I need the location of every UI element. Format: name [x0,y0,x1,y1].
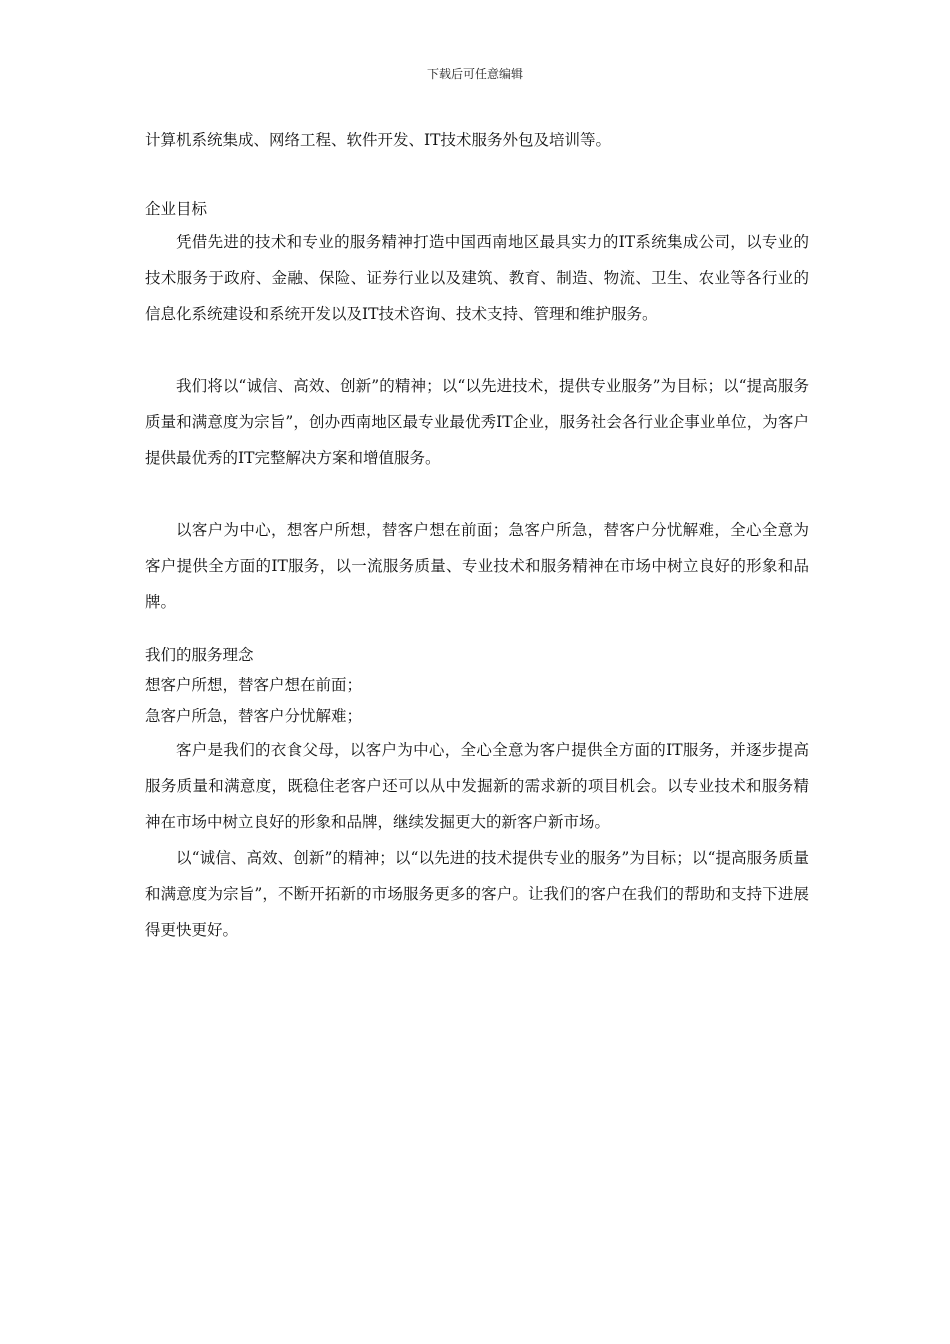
intro-tail-paragraph: 计算机系统集成、网络工程、软件开发、IT技术服务外包及培训等。 [145,131,611,149]
page-header: 下载后可任意编辑 [426,67,523,81]
section-gap [145,476,809,512]
goal-heading: 企业目标 [145,200,208,218]
mission-paragraph: 我们将以“诚信、高效、创新”的精神；以“以先进技术，提供专业服务”为目标；以“提高服务质量和满意度为宗旨”，创办西南地区最专业最优秀IT企业，服务社会各行业企事业单位，为客户提供最优秀的IT完整解决方案和增值服务。 [145,377,809,467]
goal-paragraph: 凭借先进的技术和专业的服务精神打造中国西南地区最具实力的IT系统集成公司，以专业的技术服务于政府、金融、保险、证券行业以及建筑、教育、制造、物流、卫生、农业等各行业的信息化系统建设和系统开发以及IT技术咨询、技术支持、管理和维护服务。 [145,233,809,323]
philosophy-line-1: 想客户所想，替客户想在前面； [145,676,363,694]
section-gap [145,332,809,368]
philosophy-line-2: 急客户所急，替客户分忧解难； [145,707,363,725]
philosophy-paragraph-2: 以“诚信、高效、创新”的精神；以“以先进的技术提供专业的服务”为目标；以“提高服务质量和满意度为宗旨”，不断开拓新的市场服务更多的客户。让我们的客户在我们的帮助和支持下进展得更快更好。 [145,849,809,939]
document-body [145,122,809,948]
customer-paragraph: 以客户为中心，想客户所想，替客户想在前面；急客户所急，替客户分忧解难，全心全意为客户提供全方面的IT服务，以一流服务质量、专业技术和服务精神在市场中树立良好的形象和品牌。 [145,521,809,611]
section-gap [145,620,809,640]
philosophy-heading: 我们的服务理念 [145,646,254,664]
philosophy-paragraph-1: 客户是我们的衣食父母，以客户为中心，全心全意为客户提供全方面的IT服务，并逐步提高服务质量和满意度，既稳住老客户还可以从中发掘新的需求新的项目机会。以专业技术和服务精神在市场中树立良好的形象和品牌，继续发掘更大的新客户新市场。 [145,741,809,831]
section-gap [145,158,809,194]
